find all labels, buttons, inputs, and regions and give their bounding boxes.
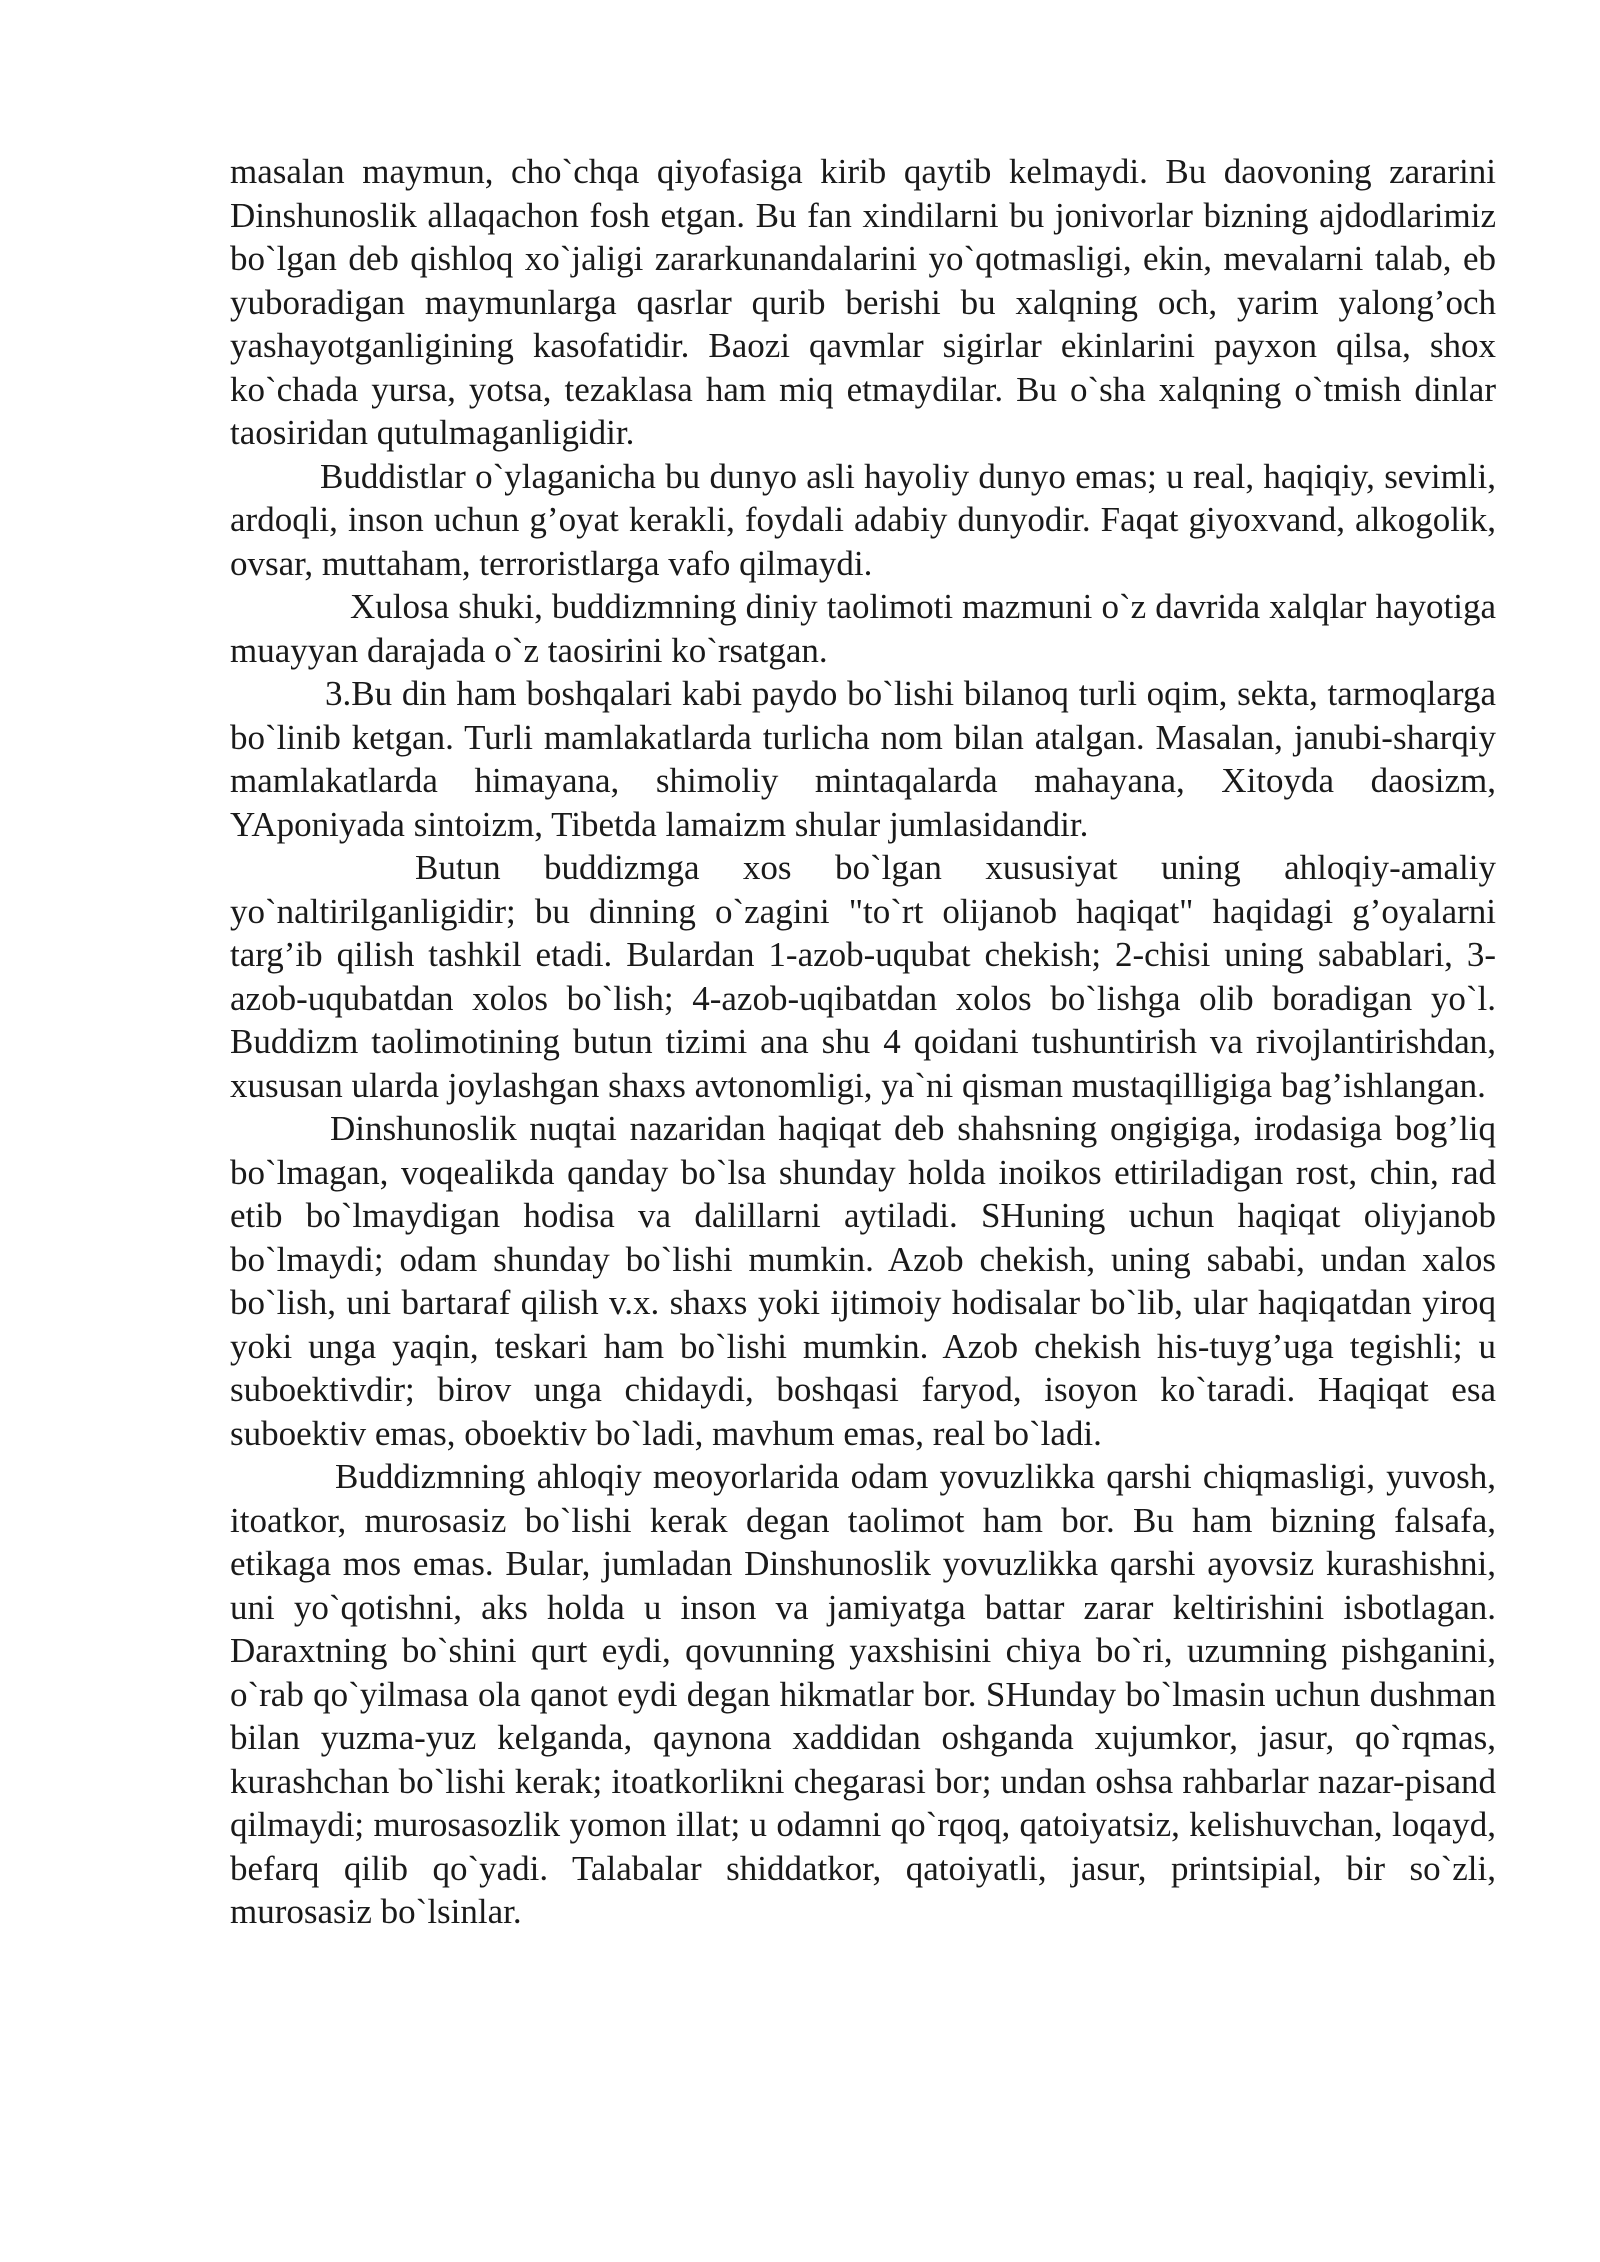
paragraph-5: Butun buddizmga xos bo`lgan xususiyat uning ahloqiy-amaliy yo`naltirilganligidir; bu dinning o`zagini "to`rt olijanob haqiqat" haqidagi g’oyalarni targ’ib qilish tashkil etadi. Bulardan 1-azob-uqubat chekish; 2-chisi uning sabablari, 3-azob-uqubatdan xolos bo`lish; 4-azob-uqibatdan xolos bo`lishga olib boradigan yo`l. Buddizm taolimotining butun tizimi ana shu 4 qoidani tushuntirish va rivojlantirishdan, xususan ularda joylashgan shaxs avtonomligi, ya`ni qisman mustaqilligiga bag’ishlangan. — [230, 848, 1496, 1105]
paragraph-1: masalan maymun, cho`chqa qiyofasiga kirib qaytib kelmaydi. Bu daovoning zararini Dinshunoslik allaqachon fosh etgan. Bu fan xindilarni bu jonivorlar bizning ajdodlarimiz bo`lgan deb qishloq xo`jaligi zararkunandalarini yo`qotmasligi, ekin, mevalarni talab, eb yuboradigan maymunlarga qasrlar qurib berishi bu xalqning och, yarim yalong’och yashayotganligining kasofatidir. Baozi qavmlar sigirlar ekinlarini payxon qilsa, shox ko`chada yursa, yotsa, tezaklasa ham miq etmaydilar. Bu o`sha xalqning o`tmish dinlar taosiridan qutulmaganligidir. — [230, 152, 1496, 452]
paragraph-7: Buddizmning ahloqiy meoyorlarida odam yovuzlikka qarshi chiqmasligi, yuvosh, itoatkor, murosasiz bo`lishi kerak degan taolimot ham bor. Bu ham bizning falsafa, etikaga mos emas. Bular, jumladan Dinshunoslik yovuzlikka qarshi ayovsiz kurashishni, uni yo`qotishni, aks holda u inson va jamiyatga battar zarar keltirishini isbotlagan. Daraxtning bo`shini qurt eydi, qovunning yaxshisini chiya bo`ri, uzumning pishganini, o`rab qo`yilmasa ola qanot eydi degan hikmatlar bor. SHunday bo`lmasin uchun dushman bilan yuzma-yuz kelganda, qaynona xaddidan oshganda xujumkor, jasur, qo`rqmas, kurashchan bo`lishi kerak; itoatkorlikni chegarasi bor; undan oshsa rahbarlar nazar-pisand qilmaydi; murosasozlik yomon illat; u odamni qo`rqoq, qatoiyatsiz, kelishuvchan, loqayd, befarq qilib qo`yadi. Talabalar shiddatkor, qatoiyatli, jasur, printsipial, bir so`zli, murosasiz bo`lsinlar. — [230, 1457, 1496, 1931]
paragraph-3: Xulosa shuki, buddizmning diniy taolimoti mazmuni o`z davrida xalqlar hayotiga muayyan darajada o`z taosirini ko`rsatgan. — [230, 587, 1496, 670]
paragraph-2: Buddistlar o`ylaganicha bu dunyo asli hayoliy dunyo emas; u real, haqiqiy, sevimli, ardoqli, inson uchun g’oyat kerakli, foydali adabiy dunyodir. Faqat giyoxvand, alkogolik, ovsar, muttaham, terroristlarga vafo qilmaydi. — [230, 456, 1496, 583]
document-page — [230, 150, 1496, 1934]
paragraph-4: 3.Bu din ham boshqalari kabi paydo bo`lishi bilanoq turli oqim, sekta, tarmoqlarga bo`linib ketgan. Turli mamlakatlarda turlicha nom bilan atalgan. Masalan, janubi-sharqiy mamlakatlarda himayana, shimoliy mintaqalarda mahayana, Xitoyda daosizm, YAponiyada sintoizm, Tibetda lamaizm shular jumlasidandir. — [230, 674, 1496, 844]
paragraph-6: Dinshunoslik nuqtai nazaridan haqiqat deb shahsning ongigiga, irodasiga bog’liq bo`lmagan, voqealikda qanday bo`lsa shunday holda inoikos ettiriladigan rost, chin, rad etib bo`lmaydigan hodisa va dalillarni aytiladi. SHuning uchun haqiqat oliyjanob bo`lmaydi; odam shunday bo`lishi mumkin. Azob chekish, uning sababi, undan xalos bo`lish, uni bartaraf qilish v.x. shaxs yoki ijtimoiy hodisalar bo`lib, ular haqiqatdan yiroq yoki unga yaqin, teskari ham bo`lishi mumkin. Azob chekish his-tuyg’uga tegishli; u suboektivdir; birov unga chidaydi, boshqasi faryod, isoyon ko`taradi. Haqiqat esa suboektiv emas, oboektiv bo`ladi, mavhum emas, real bo`ladi. — [230, 1109, 1496, 1453]
